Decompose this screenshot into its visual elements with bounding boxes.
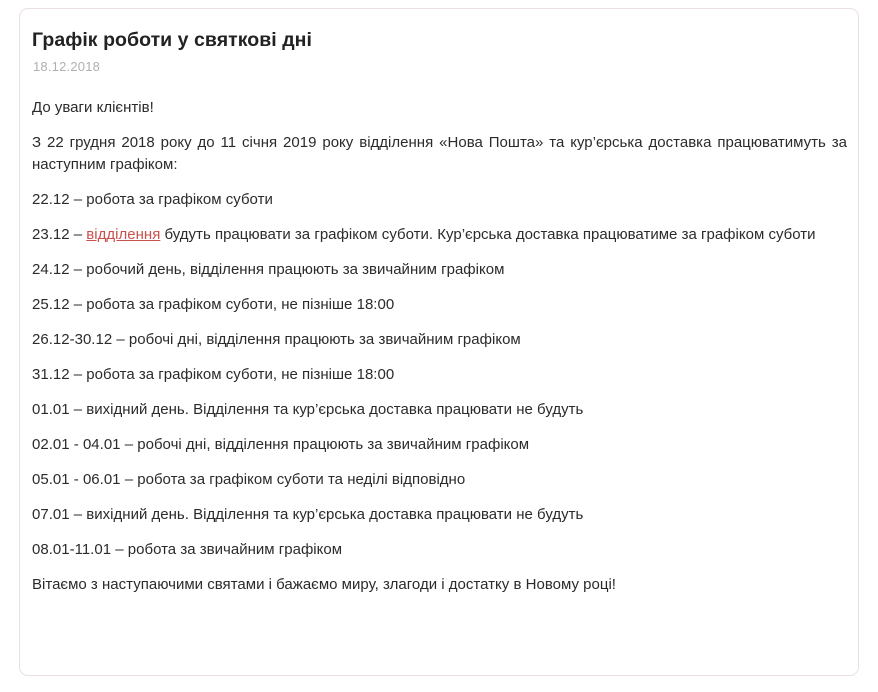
paragraph-schedule-05-01-06-01: 05.01 - 06.01 – робота за графіком суботи та неділі відповідно — [32, 471, 466, 488]
article-body — [32, 97, 847, 596]
paragraph-schedule-22-12: 22.12 – робота за графіком суботи — [32, 191, 273, 208]
paragraph-schedule-08-01-11-01: 08.01-11.01 – робота за звичайним графіком — [32, 541, 343, 558]
publication-date: 18.12.2018 — [33, 59, 101, 74]
paragraph-schedule-01-01: 01.01 – вихідний день. Відділення та кур’єрська доставка працювати не будуть — [32, 401, 584, 418]
page-title: Графік роботи у святкові дні — [32, 29, 312, 51]
paragraph-schedule-31-12: 31.12 – робота за графіком суботи, не пізніше 18:00 — [32, 366, 395, 383]
paragraph-intro-attention: До уваги клієнтів! — [32, 99, 154, 116]
branches-link[interactable]: відділення — [86, 226, 161, 243]
paragraph-schedule-24-12: 24.12 – робочий день, відділення працюють за звичайним графіком — [32, 261, 505, 278]
paragraph-text-prefix: 23.12 – — [32, 226, 87, 243]
paragraph-closing-greeting: Вітаємо з наступаючими святами і бажаємо миру, злагоди і достатку в Новому році! — [32, 576, 616, 593]
paragraph-text-suffix: будуть працювати за графіком суботи. Кур’єрська доставка працюватиме за графіком суботи — [160, 226, 816, 243]
paragraph-schedule-25-12: 25.12 – робота за графіком суботи, не пізніше 18:00 — [32, 296, 395, 313]
paragraph-schedule-07-01: 07.01 – вихідний день. Відділення та кур’єрська доставка працювати не будуть — [32, 506, 584, 523]
article-card — [19, 8, 859, 676]
paragraph-schedule-23-12 — [32, 224, 847, 246]
paragraph-schedule-26-12-30-12: 26.12-30.12 – робочі дні, відділення працюють за звичайним графіком — [32, 331, 521, 348]
article-card-inner — [20, 9, 858, 596]
paragraph-schedule-02-01-04-01: 02.01 - 04.01 – робочі дні, відділення працюють за звичайним графіком — [32, 436, 530, 453]
paragraph-period-announcement: З 22 грудня 2018 року до 11 січня 2019 року відділення «Нова Пошта» та кур’єрська доставка працюватимуть за наступним графіком: — [32, 134, 847, 173]
